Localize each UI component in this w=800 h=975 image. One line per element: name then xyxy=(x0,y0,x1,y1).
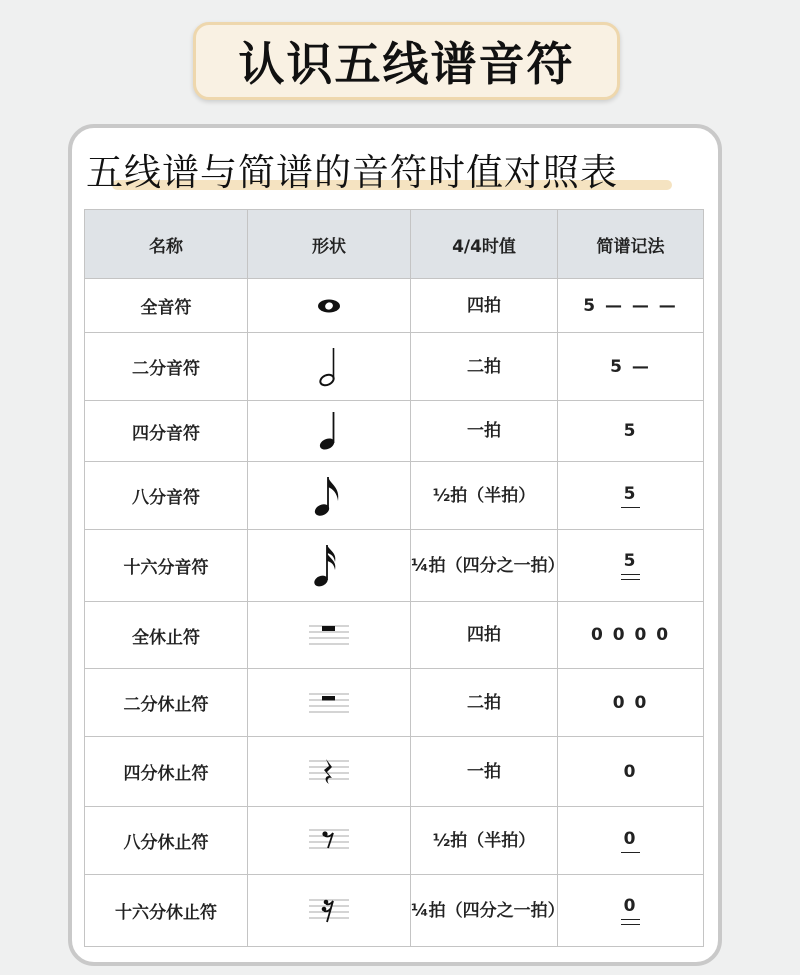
note-duration: 一拍 xyxy=(411,401,558,462)
note-shape xyxy=(248,669,411,737)
jianpu-notation: 5 xyxy=(623,483,638,504)
jianpu-notation: 0 0 0 0 xyxy=(590,625,671,645)
note-duration: ½拍（半拍） xyxy=(411,807,558,875)
note-value-table xyxy=(84,209,704,947)
jianpu-notation: 0 xyxy=(623,896,638,916)
jianpu-cell xyxy=(558,669,704,737)
sixteenth-note-icon xyxy=(312,542,346,590)
note-duration: 一拍 xyxy=(411,737,558,807)
note-shape xyxy=(248,279,411,333)
whole-note-icon xyxy=(309,294,349,318)
jianpu-underlined xyxy=(624,484,638,508)
jianpu-cell xyxy=(558,333,704,401)
jianpu-cell xyxy=(558,530,704,602)
jianpu-notation: 0 xyxy=(623,761,638,782)
underline xyxy=(621,574,641,575)
note-shape xyxy=(248,737,411,807)
note-shape xyxy=(248,875,411,947)
jianpu-underlined xyxy=(624,829,638,853)
jianpu-underlined xyxy=(624,551,638,580)
jianpu-notation: 5 xyxy=(623,421,638,441)
subtitle: 五线谱与简谱的音符时值对照表 xyxy=(86,151,618,194)
jianpu-notation: 5 xyxy=(623,551,638,571)
header-shape: 形状 xyxy=(248,210,411,279)
note-shape xyxy=(248,530,411,602)
table-row xyxy=(85,602,704,669)
jianpu-cell xyxy=(558,279,704,333)
half-rest-icon xyxy=(307,687,351,719)
note-shape xyxy=(248,333,411,401)
underline xyxy=(621,919,641,920)
note-shape xyxy=(248,401,411,462)
note-duration: ¼拍（四分之一拍） xyxy=(411,875,558,947)
underline xyxy=(621,507,641,508)
title-banner xyxy=(193,22,620,100)
underline xyxy=(621,924,641,925)
quarter-rest-icon xyxy=(307,755,351,789)
table-row xyxy=(85,279,704,333)
eighth-rest-icon xyxy=(307,824,351,858)
note-duration: 二拍 xyxy=(411,669,558,737)
note-duration: 四拍 xyxy=(411,602,558,669)
header-duration: 4/4时值 xyxy=(411,210,558,279)
whole-rest-icon xyxy=(307,619,351,651)
jianpu-notation: 0 xyxy=(623,828,638,849)
half-note-icon xyxy=(314,345,344,389)
table-row xyxy=(85,333,704,401)
note-duration: ¼拍（四分之一拍） xyxy=(411,530,558,602)
table-row xyxy=(85,875,704,947)
table-row xyxy=(85,530,704,602)
table-row xyxy=(85,401,704,462)
jianpu-underlined xyxy=(624,896,638,925)
header-name: 名称 xyxy=(85,210,248,279)
jianpu-cell xyxy=(558,462,704,530)
underline xyxy=(621,852,641,853)
note-name: 十六分休止符 xyxy=(85,875,248,947)
underline xyxy=(621,579,641,580)
sixteenth-rest-icon xyxy=(307,893,351,929)
jianpu-cell xyxy=(558,401,704,462)
note-duration: 二拍 xyxy=(411,333,558,401)
note-name: 二分音符 xyxy=(85,333,248,401)
table-header-row xyxy=(85,210,704,279)
note-name: 八分休止符 xyxy=(85,807,248,875)
table-row xyxy=(85,737,704,807)
note-name: 全音符 xyxy=(85,279,248,333)
note-name: 八分音符 xyxy=(85,462,248,530)
table-row xyxy=(85,462,704,530)
jianpu-cell xyxy=(558,737,704,807)
note-name: 十六分音符 xyxy=(85,530,248,602)
note-name: 四分休止符 xyxy=(85,737,248,807)
header-jianpu: 简谱记法 xyxy=(558,210,704,279)
jianpu-notation: 5 — — — xyxy=(583,295,678,316)
table-row xyxy=(85,807,704,875)
jianpu-cell xyxy=(558,602,704,669)
note-shape xyxy=(248,462,411,530)
jianpu-notation: 0 0 xyxy=(612,692,649,713)
jianpu-cell xyxy=(558,875,704,947)
note-shape xyxy=(248,807,411,875)
jianpu-cell xyxy=(558,807,704,875)
note-shape xyxy=(248,602,411,669)
note-duration: ½拍（半拍） xyxy=(411,462,558,530)
note-duration: 四拍 xyxy=(411,279,558,333)
quarter-note-icon xyxy=(314,409,344,453)
table-row xyxy=(85,669,704,737)
note-name: 二分休止符 xyxy=(85,669,248,737)
jianpu-notation: 5 — xyxy=(610,356,651,377)
page-title: 认识五线谱音符 xyxy=(238,37,575,91)
note-name: 全休止符 xyxy=(85,602,248,669)
note-name: 四分音符 xyxy=(85,401,248,462)
eighth-note-icon xyxy=(312,473,346,519)
